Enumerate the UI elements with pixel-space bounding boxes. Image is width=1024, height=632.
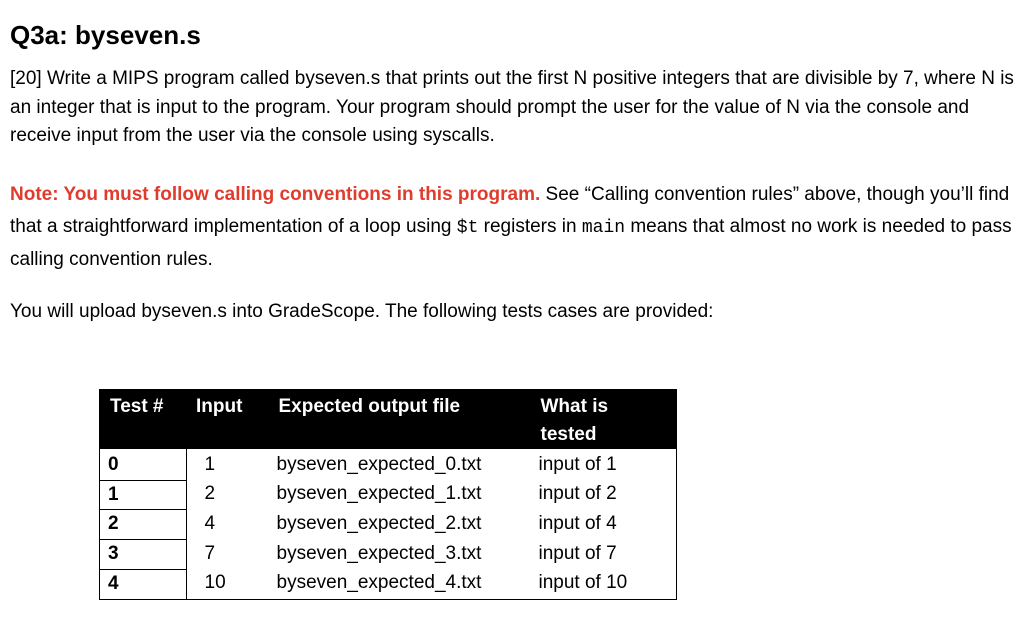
- cell-test-number: 4: [100, 569, 187, 599]
- cell-input: 4: [204, 512, 216, 534]
- cell-test-number: 2: [100, 510, 187, 540]
- document-page: [10, 18, 1014, 326]
- test-cases-table-wrapper: [99, 389, 677, 600]
- test-cases-table: [99, 389, 677, 600]
- assignment-description: [20] Write a MIPS program called byseven.s that prints out the first N positive integers that are divisible by 7, where N is an integer that is input to the program. Your program should prompt the user for the value of N via the console and receive input from the user via the console using syscalls.: [10, 68, 1014, 146]
- header-input: Input: [196, 396, 243, 417]
- calling-convention-note: [10, 179, 1014, 276]
- cell-input: 7: [204, 542, 216, 564]
- note-code-t-registers: $t: [456, 217, 479, 238]
- cell-test-number: 0: [100, 449, 187, 480]
- header-test-number: Test #: [110, 396, 164, 417]
- table-row: [100, 569, 677, 599]
- table-row: [100, 449, 677, 480]
- header-what-is-tested: What is tested: [540, 396, 609, 445]
- cell-input: 1: [204, 454, 216, 475]
- cell-what-is-tested: input of 10: [538, 572, 628, 594]
- cell-what-is-tested: input of 7: [538, 542, 617, 564]
- note-code-main: main: [581, 217, 626, 238]
- upload-instructions: You will upload byseven.s into GradeScope. The following tests cases are provided:: [10, 300, 714, 322]
- cell-what-is-tested: input of 4: [538, 512, 617, 534]
- header-expected-output-file: Expected output file: [278, 396, 461, 417]
- cell-input: 10: [204, 572, 226, 594]
- table-row: [100, 510, 677, 540]
- cell-expected-output-file: byseven_expected_2.txt: [276, 512, 482, 534]
- cell-expected-output-file: byseven_expected_1.txt: [276, 483, 482, 505]
- cell-what-is-tested: input of 1: [538, 454, 617, 475]
- note-text-c: means that almost no work is needed to pass calling convention rules.: [10, 215, 1012, 270]
- cell-expected-output-file: byseven_expected_3.txt: [276, 542, 482, 564]
- cell-expected-output-file: byseven_expected_4.txt: [276, 572, 482, 594]
- table-header-row: [100, 390, 677, 450]
- cell-test-number: 3: [100, 540, 187, 570]
- cell-what-is-tested: input of 2: [538, 483, 617, 505]
- table-row: [100, 540, 677, 570]
- note-text-a: See “Calling convention rules” above, though you’ll find that a straightforward implementation of a loop using: [10, 183, 1010, 237]
- table-row: [100, 480, 677, 510]
- cell-input: 2: [204, 483, 216, 505]
- page-title: Q3a: byseven.s: [10, 20, 201, 50]
- note-text-b: registers in: [478, 215, 582, 237]
- cell-expected-output-file: byseven_expected_0.txt: [276, 454, 482, 475]
- cell-test-number: 1: [100, 480, 187, 510]
- note-label: Note: You must follow calling conventions in this program.: [10, 183, 541, 205]
